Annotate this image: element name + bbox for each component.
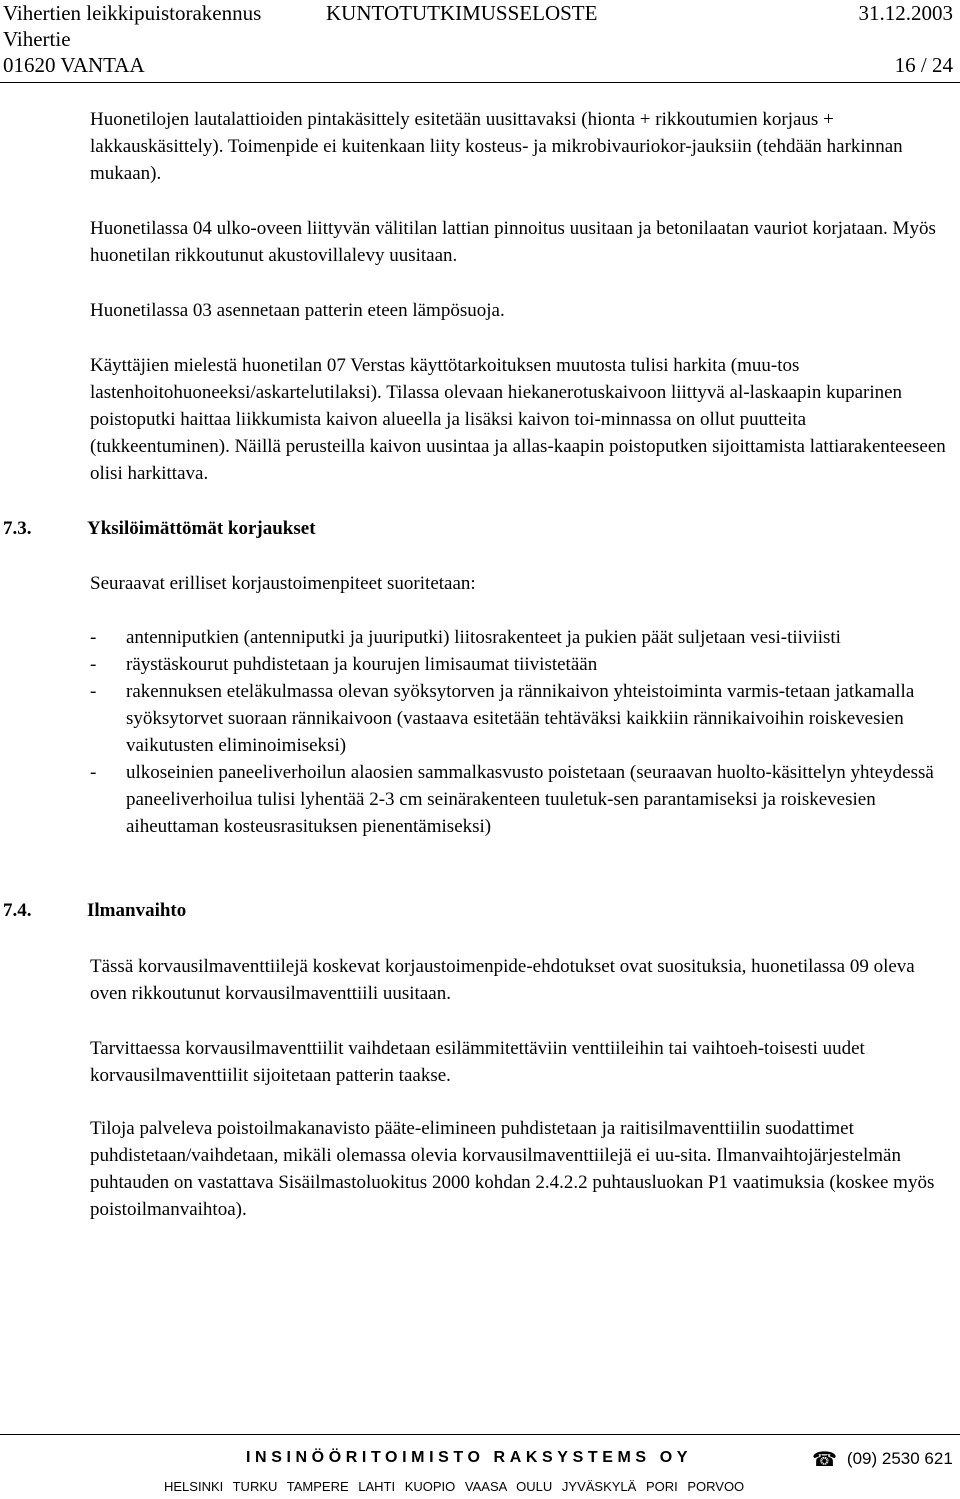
paragraph-ventilation-1: Tässä korvausilmaventtiilejä koskevat korjaustoimenpide-ehdotukset ovat suosituksia, huonetilassa 09 oleva oven rikkoutunut korvausilmaventtiili uusitaan. xyxy=(90,956,915,1004)
section-heading-7-4 xyxy=(3,897,186,924)
section-7-3-intro: Seuraavat erilliset korjaustoimenpiteet suoritetaan: xyxy=(90,573,476,594)
list-item: - ulkoseinien paneeliverhoilun alaosien sammalkasvusto poistetaan (seuraavan huolto-käsittelyn yhteydessä paneeliverhoilua tulisi lyhentää 2-3 cm seinärakenteen tuuletuk-sen parantamiseksi ja roiskevesien aiheuttaman kosteusrasituksen pienentämiseksi) xyxy=(90,759,950,840)
paragraph-room-03: Huonetilassa 03 asennetaan patterin eteen lämpösuoja. xyxy=(90,300,505,321)
section-title: Yksilöimättömät korjaukset xyxy=(87,518,316,539)
footer-divider xyxy=(0,1434,960,1435)
header-date: 31.12.2003 xyxy=(858,1,953,25)
list-item: - räystäskourut puhdistetaan ja kourujen limisaumat tiivistetään xyxy=(90,651,950,678)
section-number: 7.4. xyxy=(3,900,32,921)
footer-phone-number: (09) 2530 621 xyxy=(846,1449,953,1468)
header-doc-type: KUNTOTUTKIMUSSELOSTE xyxy=(326,1,598,25)
header-line-2 xyxy=(3,26,953,52)
paragraph-ventilation-2: Tarvittaessa korvausilmaventtiilit vaihdetaan esilämmitettäviin venttiileihin tai vaihtoeh-toisesti uudet korvausilmaventtiilit sijoitetaan patterin taakse. xyxy=(90,1038,865,1086)
footer-phone xyxy=(812,1447,953,1472)
repair-list xyxy=(90,624,950,840)
header-company: Vihertien leikkipuistorakennus xyxy=(3,1,262,25)
paragraph-ventilation-3: Tiloja palveleva poistoilmakanavisto pääte-elimineen puhdistetaan ja raitisilmaventtiilin suodattimet puhdistetaan/vaihdetaan, mikäli olemassa olevia korvausilmaventtiilejä ei uu-sita. Ilmanvaihtojärjestelmän puhtauden on vastattava Sisäilmastoluokitus 2000 kohdan 2.4.2.2 puhtausluokan P1 vaatimuksia (koskee myös poistoilmanvaihtoa). xyxy=(90,1118,935,1220)
list-dash: - xyxy=(90,762,97,783)
footer-company: INSINÖÖRITOIMISTO RAKSYSTEMS OY xyxy=(246,1449,693,1466)
paragraph-room-04: Huonetilassa 04 ulko-oveen liittyvän välitilan lattian pinnoitus uusitaan ja betonilaatan vauriot korjataan. Myös huonetilan rikkoutunut akustovillalevy uusitaan. xyxy=(90,218,936,266)
list-dash: - xyxy=(90,654,97,675)
header-city: 01620 VANTAA xyxy=(3,53,145,77)
list-item: - antenniputkien (antenniputki ja juuriputki) liitosrakenteet ja pukien päät suljetaan vesi-tiiviisti xyxy=(90,624,950,651)
header-divider xyxy=(0,82,960,83)
list-item: - rakennuksen eteläkulmassa olevan syöksytorven ja rännikaivon yhteistoiminta varmis-tetaan jatkamalla syöksytorvet suoraan rännikaivoon (vastaava esitetään tehtäväksi kaikkiin rännikaivoihin roiskevesien vaikutusten eliminoimiseksi) xyxy=(90,678,950,759)
header-page-number: 16 / 24 xyxy=(894,53,953,77)
header-street: Vihertie xyxy=(3,27,71,51)
list-dash: - xyxy=(90,681,97,702)
telephone-icon: ☎ xyxy=(812,1449,837,1471)
paragraph-floor-finish: Huonetilojen lautalattioiden pintakäsittely esitetään uusittavaksi (hionta + rikkoutumien korjaus + lakkauskäsittely). Toimenpide ei kuitenkaan liity kosteus- ja mikrobivauriokor-jauksiin (tehdään harkinnan mukaan). xyxy=(90,109,903,184)
section-heading-7-3 xyxy=(3,515,316,542)
header-line-1 xyxy=(3,0,953,26)
section-number: 7.3. xyxy=(3,518,32,539)
list-dash: - xyxy=(90,627,97,648)
section-title: Ilmanvaihto xyxy=(87,900,187,921)
paragraph-room-07: Käyttäjien mielestä huonetilan 07 Verstas käyttötarkoituksen muutosta tulisi harkita (muu-tos lastenhoitohuoneeksi/askartelutilaksi). Tilassa olevaan hiekanerotuskaivoon liittyvä al-laskaapin kuparinen poistoputki haittaa liikkumista kaivon alueella ja lisäksi kaivon toi-minnassa on ollut puutteita (tukkeentuminen). Näillä perusteilla kaivon uusintaa ja allas-kaapin poistoputken sijoittamista lattiarakenteeseen olisi harkittava. xyxy=(90,355,946,484)
header-line-3 xyxy=(3,52,953,78)
footer-cities: HELSINKI TURKU TAMPERE LAHTI KUOPIO VAASA OULU JYVÄSKYLÄ PORI PORVOO xyxy=(164,1479,745,1494)
